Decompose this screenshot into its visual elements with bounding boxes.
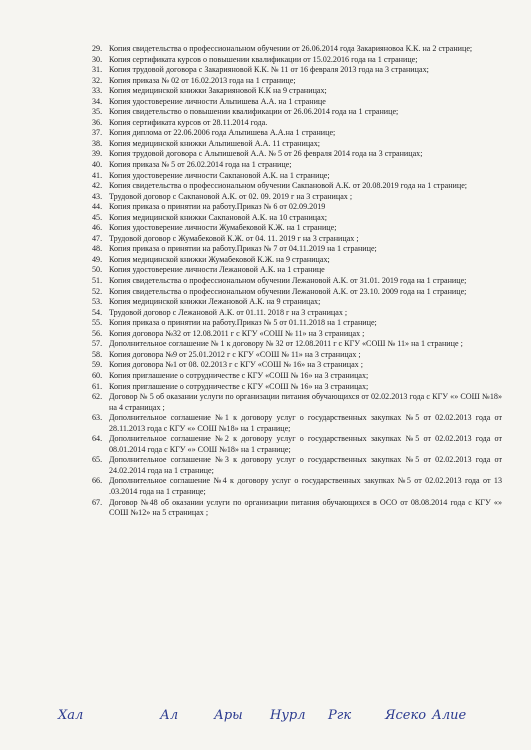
item-number: 38. [92, 138, 103, 148]
item-text: Договор №48 об оказании услуги по организации питания обучающихся в ОСО от 08.08.2014 года с КГУ «» СОШ №12» на 5 страницах ; [109, 497, 502, 518]
list-item [92, 128, 502, 139]
document-list [92, 44, 502, 519]
item-number: 48. [92, 244, 103, 254]
list-item [92, 382, 502, 393]
item-number: 29. [92, 44, 103, 53]
item-text: Копия свидетельство о повышении квалификации от 26.06.2014 года на 1 странице; [109, 107, 399, 117]
item-number: 58. [92, 349, 103, 359]
list-item [92, 107, 502, 118]
list-item [92, 118, 502, 129]
list-item [92, 139, 502, 150]
list-item [92, 339, 502, 350]
item-text: Копия трудовой договора с Закарияновой К.К. № 11 от 16 февраля 2013 года на 3 страницах; [109, 65, 429, 75]
item-number: 40. [92, 160, 103, 170]
item-number: 42. [92, 181, 103, 191]
item-number: 36. [92, 117, 103, 127]
list-item [92, 276, 502, 287]
list-item [92, 181, 502, 192]
item-text: Копия медицинской книжки Закарияновой К.К на 9 страницах; [109, 86, 327, 96]
item-number: 33. [92, 86, 103, 96]
signature-4: Нурл [270, 708, 306, 723]
item-text: Копия удостоверение личности Альпишева А.А. на 1 странице [109, 96, 326, 106]
item-number: 44. [92, 202, 103, 212]
item-number: 37. [92, 128, 103, 138]
list-item [92, 171, 502, 182]
item-text: Трудовой договор с Лежановой А.К. от 01.11. 2018 г на 3 страницах ; [109, 307, 348, 317]
item-text: Копия свидетельства о профессиональном обучении Лежановой А.К. от 31.01. 2019 года на 1 странице; [109, 276, 467, 286]
item-number: 46. [92, 223, 103, 233]
item-text: Копия приглашение о сотрудничестве с КГУ «СОШ № 16» на 3 страницах; [109, 370, 369, 380]
list-item [92, 97, 502, 108]
item-number: 64. [92, 434, 103, 444]
item-number: 39. [92, 149, 103, 159]
signature-7: Алие [432, 708, 467, 723]
item-text: Копия диплома от 22.06.2006 года Альпишева А.А.на 1 странице; [109, 128, 336, 138]
list-item [92, 329, 502, 340]
list-item [92, 476, 502, 497]
item-text: Трудовой договор с Сакпановой А.К. от 02. 09. 2019 г на 3 страницах ; [109, 191, 353, 201]
list-item [92, 287, 502, 298]
item-number: 54. [92, 307, 103, 317]
item-text: Копия медицинской книжки Жумабековой К.Ж. на 9 страницах; [109, 254, 330, 264]
item-number: 52. [92, 286, 103, 296]
item-text: Копия приказа № 02 от 16.02.2013 года на 1 странице; [109, 75, 296, 85]
item-number: 55. [92, 318, 103, 328]
item-text: Копия сертификата курсов о повышении квалификации от 15.02.2016 года на 1 странице; [109, 54, 418, 64]
signature-2: Ал [160, 708, 179, 723]
item-text: Копия свидетельства о профессиональном обучении Лежановой А.К. от 23.10. 2009 года на 1 странице; [109, 286, 467, 296]
list-item [92, 244, 502, 255]
item-text: Договор № 5 об оказании услуги по организации питания обучающихся от 02.02.2013 года с КГУ «» СОШ №18» на 4 страницах ; [109, 392, 502, 412]
item-number: 65. [92, 455, 103, 465]
item-number: 56. [92, 328, 103, 338]
list-item [92, 498, 502, 519]
list-item [92, 223, 502, 234]
item-number: 41. [92, 170, 103, 180]
signature-3: Ары [214, 708, 243, 723]
item-text: Трудовой договор с Жумабековой К.Ж. от 04. 11. 2019 г на 3 страницах ; [109, 233, 359, 243]
item-number: 49. [92, 254, 103, 264]
item-number: 45. [92, 212, 103, 222]
list-item [92, 149, 502, 160]
item-number: 53. [92, 297, 103, 307]
list-item [92, 371, 502, 382]
list-item [92, 65, 502, 76]
item-text: Копия удостоверение личности Сакпановой А.К. на 1 странице; [109, 170, 330, 180]
item-number: 50. [92, 265, 103, 275]
item-text: Дополнительное соглашение №2 к договору услуг о государственных закупках №5 от 02.02.2013 года от 08.01.2014 года с КГУ «» СОШ №18» на 1 странице; [109, 434, 502, 454]
item-number: 47. [92, 233, 103, 243]
signature-5: Ргк [328, 708, 352, 723]
item-number: 67. [92, 497, 103, 507]
list-item [92, 297, 502, 308]
item-text: Копия удостоверение личности Жумабековой К.Ж. на 1 странице; [109, 223, 337, 233]
item-number: 59. [92, 360, 103, 370]
list-item [92, 255, 502, 266]
item-number: 66. [92, 476, 103, 486]
item-text: Копия сертификата курсов от 28.11.2014 года. [109, 117, 268, 127]
item-number: 60. [92, 370, 103, 380]
item-number: 35. [92, 107, 103, 117]
list-item [92, 392, 502, 413]
item-text: Копия медицинской книжки Альпишевой А.А. 11 страницах; [109, 138, 321, 148]
item-number: 30. [92, 54, 103, 64]
list-item [92, 360, 502, 371]
item-number: 34. [92, 96, 103, 106]
item-text: Копия приказа о принятии на работу.Приказ № 7 от 04.11.2019 на 1 странице; [109, 244, 377, 254]
list-item [92, 44, 502, 55]
item-text: Копия приказа о принятии на работу.Приказ № 5 от 01.11.2018 на 1 странице; [109, 318, 377, 328]
item-text: Дополнительное соглашение № 1 к договору № 32 от 12.08.2011 г с КГУ «СОШ № 11» на 1 странице ; [109, 339, 463, 349]
item-number: 61. [92, 381, 103, 391]
item-text: Копия приказа № 5 от 26.02.2014 года на 1 странице; [109, 160, 292, 170]
item-text: Копия свидетельства о профессиональном обучении Сакпановой А.К. от 20.08.2019 года на 1 странице; [109, 181, 468, 191]
list-item [92, 455, 502, 476]
item-number: 31. [92, 65, 103, 75]
item-number: 43. [92, 191, 103, 201]
list-item [92, 350, 502, 361]
item-text: Копия свидетельства о профессиональном обучении от 26.06.2014 года Закарияновоа К.К. на 2 странице; [109, 44, 473, 53]
list-item [92, 213, 502, 224]
signature-1: Хал [58, 708, 84, 723]
item-text: Копия медицинской книжки Лежановой А.К. на 9 страницах; [109, 297, 321, 307]
item-text: Копия удостоверение личности Лежановой А.К. на 1 странице [109, 265, 325, 275]
list-item [92, 192, 502, 203]
item-number: 63. [92, 413, 103, 423]
item-number: 51. [92, 276, 103, 286]
item-text: Копия приказа о принятии на работу.Приказ № 6 от 02.09.2019 [109, 202, 326, 212]
item-text: Копия приглашение о сотрудничестве с КГУ «СОШ № 16» на 3 страницах; [109, 381, 369, 391]
list-item [92, 434, 502, 455]
item-number: 57. [92, 339, 103, 349]
list-item [92, 318, 502, 329]
item-text: Копия трудовой договора с Альпишевой А.А. № 5 от 26 феврaля 2014 года на 3 страницах; [109, 149, 423, 159]
list-item [92, 413, 502, 434]
list-item [92, 160, 502, 171]
list-item [92, 202, 502, 213]
list-item [92, 265, 502, 276]
item-number: 62. [92, 392, 103, 402]
item-text: Дополнительное соглашение №3 к договору услуг о государственных закупках №5 от 02.02.2013 года от 24.02.2014 года на 1 странице; [109, 455, 502, 475]
item-text: Копия договора №1 от 08. 02.2013 г с КГУ «СОШ № 16» на 3 страницах ; [109, 360, 363, 370]
item-text: Дополнительное соглашение №1 к договору услуг о государственных закупках №5 от 02.02.2013 года от 28.11.2013 года с КГУ «» СОШ №18» на 1 странице; [109, 413, 502, 433]
list-item [92, 234, 502, 245]
list-item [92, 86, 502, 97]
item-text: Копия медицинской книжки Сакпановой А.К. на 10 страницах; [109, 212, 328, 222]
signature-6: Ясеко [385, 708, 427, 723]
item-text: Копия договора №32 от 12.08.2011 г с КГУ «СОШ № 11» на 3 страницах ; [109, 328, 365, 338]
item-text: Копия договора №9 от 25.01.2012 г с КГУ «СОШ № 11» на 3 страницах ; [109, 349, 361, 359]
item-text: Дополнительное соглашение №4 к договору услуг о государственных закупках №5 от 02.02.2013 года от 13 .03.2014 года на 1 странице; [109, 476, 502, 496]
list-item [92, 76, 502, 87]
item-number: 32. [92, 75, 103, 85]
list-item [92, 308, 502, 319]
list-item [92, 55, 502, 66]
